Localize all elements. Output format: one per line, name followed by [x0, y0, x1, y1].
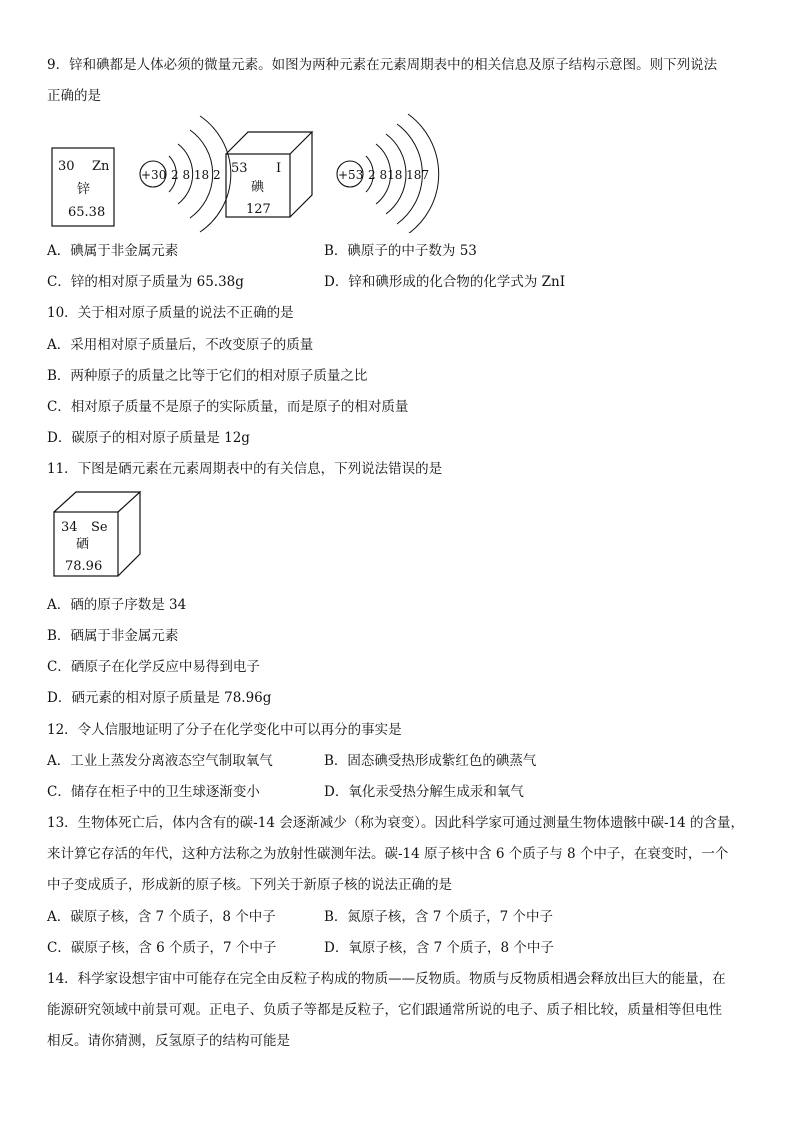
q10-stem: 10．关于相对原子质量的说法不正确的是 [47, 305, 294, 321]
q11-option-d[interactable]: D．硒元素的相对原子质量是 78.96g [47, 690, 272, 706]
q10-option-b[interactable]: B．两种原子的质量之比等于它们的相对原子质量之比 [47, 368, 368, 384]
selenium-atomic-number: 34 [61, 520, 78, 535]
selenium-cell-top [54, 492, 140, 512]
q9-stem-line2: 正确的是 [47, 88, 101, 104]
q12-stem: 12．令人信服地证明了分子在化学变化中可以再分的事实是 [47, 722, 402, 738]
selenium-atomic-mass: 78.96 [65, 559, 103, 574]
zinc-name: 锌 [77, 182, 91, 197]
iodine-cell-top [226, 132, 312, 154]
q14-stem-line1: 14．科学家设想宇宙中可能存在完全由反粒子构成的物质——反物质。物质与反物质相遇会释放出巨大的能量，在 [47, 971, 726, 987]
q11-stem: 11．下图是硒元素在元素周期表中的有关信息，下列说法错误的是 [47, 461, 443, 477]
q13-stem-line1: 13．生物体死亡后，体内含有的碳-14 会逐渐减少（称为衰变）。因此科学家可通过测量生物体遗骸中碳-14 的含量， [47, 815, 744, 831]
q9-option-b[interactable]: B．碘原子的中子数为 53 [324, 243, 477, 259]
zinc-symbol: Zn [92, 159, 110, 174]
q13-stem-line3: 中子变成质子，形成新的原子核。下列关于新原子核的说法正确的是 [47, 877, 452, 893]
q11-figure [48, 490, 148, 580]
zinc-atomic-number: 30 [58, 159, 75, 174]
iodine-electron-shells: 2 818 187 [368, 168, 430, 182]
q12-option-a[interactable]: A．工业上蒸发分离液态空气制取氧气 [47, 753, 273, 769]
q12-option-d[interactable]: D．氧化汞受热分解生成汞和氧气 [324, 784, 524, 800]
q11-option-c[interactable]: C．硒原子在化学反应中易得到电子 [47, 659, 260, 675]
q12-option-c[interactable]: C．储存在柜子中的卫生球逐渐变小 [47, 784, 260, 800]
q10-option-a[interactable]: A．采用相对原子质量后，不改变原子的质量 [47, 337, 314, 353]
q13-option-c[interactable]: C．碳原子核，含 6 个质子，7 个中子 [47, 940, 277, 956]
q13-option-d[interactable]: D．氧原子核，含 7 个质子，8 个中子 [324, 940, 554, 956]
zinc-electron-shells: 2 8 18 2 [171, 168, 221, 182]
q10-option-c[interactable]: C．相对原子质量不是原子的实际质量，而是原子的相对质量 [47, 399, 409, 415]
q13-option-a[interactable]: A．碳原子核，含 7 个质子，8 个中子 [47, 909, 276, 925]
q9-figure [40, 108, 460, 233]
selenium-symbol: Se [91, 520, 108, 535]
iodine-atomic-mass: 127 [246, 202, 271, 217]
iodine-cell-side [290, 132, 312, 217]
iodine-atomic-number: 53 [231, 161, 248, 176]
zinc-nucleus-charge: +30 [141, 168, 167, 182]
q10-option-d[interactable]: D．碳原子的相对原子质量是 12g [47, 430, 250, 446]
q9-stem-line1: 9．锌和碘都是人体必须的微量元素。如图为两种元素在元素周期表中的相关信息及原子结构示意图。则下列说法 [47, 57, 718, 73]
q14-stem-line3: 相反。请你猜测，反氢原子的结构可能是 [47, 1033, 290, 1049]
iodine-symbol: I [276, 161, 282, 176]
q13-stem-line2: 来计算它存活的年代，这种方法称之为放射性碳测年法。碳-14 原子核中含 6 个质子与 8 个中子，在衰变时，一个 [47, 846, 729, 862]
iodine-name: 碘 [251, 180, 265, 195]
q14-stem-line2: 能源研究领域中前景可观。正电子、负质子等都是反粒子，它们跟通常所说的电子、质子相比较，质量相等但电性 [47, 1002, 722, 1018]
q13-option-b[interactable]: B．氮原子核，含 7 个质子，7 个中子 [324, 909, 553, 925]
selenium-name: 硒 [76, 537, 90, 552]
q9-option-c[interactable]: C．锌的相对原子质量为 65.38g [47, 274, 244, 290]
q12-option-b[interactable]: B．固态碘受热形成紫红色的碘蒸气 [324, 753, 537, 769]
selenium-cell-side [118, 492, 140, 576]
iodine-nucleus-charge: +53 [338, 168, 364, 182]
q9-option-d[interactable]: D．锌和碘形成的化合物的化学式为 ZnI [324, 274, 566, 290]
q11-option-b[interactable]: B．硒属于非金属元素 [47, 628, 179, 644]
zinc-atomic-mass: 65.38 [68, 205, 106, 220]
q9-option-a[interactable]: A．碘属于非金属元素 [47, 243, 179, 259]
q11-option-a[interactable]: A．硒的原子序数是 34 [47, 597, 187, 613]
